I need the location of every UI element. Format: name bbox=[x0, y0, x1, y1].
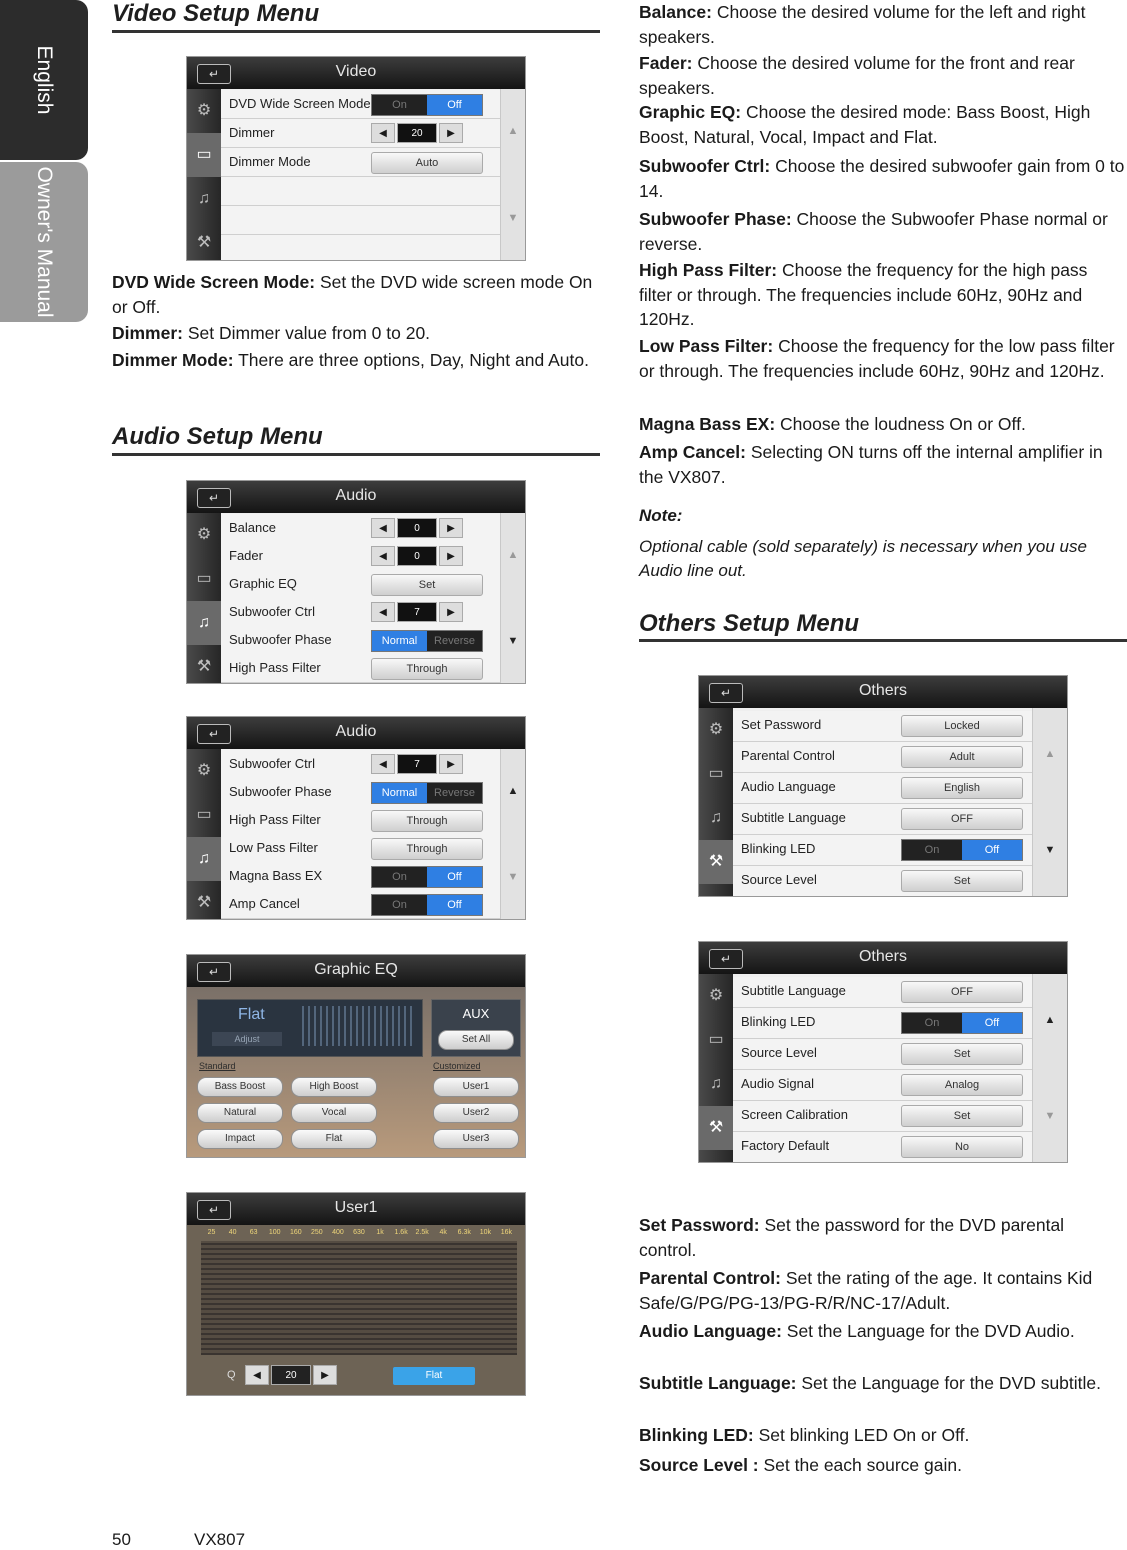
setting-label: Source Level bbox=[741, 872, 817, 887]
eq-sliders bbox=[201, 1241, 517, 1355]
right-arrow-icon: ▶ bbox=[439, 518, 463, 538]
scroll-up-icon: ▲ bbox=[507, 125, 519, 137]
gear-icon: ⚙ bbox=[196, 526, 212, 543]
band-label: 630 bbox=[353, 1229, 365, 1236]
scroll-down-icon: ▼ bbox=[507, 212, 519, 224]
setting-value: Through bbox=[371, 810, 483, 832]
audio-desc-subwoofer-phase bbox=[639, 207, 1125, 256]
toggle-option: Off bbox=[962, 840, 1022, 860]
setting-row bbox=[221, 514, 503, 543]
manual-tab-label: Owner's Manual bbox=[33, 166, 56, 318]
gear-icon: ⚙ bbox=[196, 762, 212, 779]
scrollbar bbox=[1032, 974, 1067, 1162]
others-screenshot-1 bbox=[698, 675, 1068, 897]
display-icon: ▭ bbox=[708, 1031, 724, 1048]
setting-label: Audio Language bbox=[741, 779, 836, 794]
others-heading-rule bbox=[639, 639, 1127, 642]
display-icon: ▭ bbox=[196, 570, 212, 587]
right-arrow-icon: ▶ bbox=[439, 754, 463, 774]
q-stepper bbox=[245, 1365, 337, 1385]
screen-title: User1 bbox=[334, 1199, 378, 1216]
display-icon: ▭ bbox=[708, 765, 724, 782]
setting-row bbox=[733, 866, 1033, 897]
setting-row bbox=[733, 804, 1033, 835]
setting-label: Subtitle Language bbox=[741, 810, 846, 825]
preset-button: Bass Boost bbox=[197, 1077, 283, 1097]
band-label: 6.3k bbox=[457, 1229, 471, 1236]
setting-value: Locked bbox=[901, 715, 1023, 737]
preset-button: Natural bbox=[197, 1103, 283, 1123]
toggle-option: Normal bbox=[372, 783, 427, 803]
empty-row bbox=[221, 235, 503, 261]
setting-label: Screen Calibration bbox=[741, 1107, 848, 1122]
stepper bbox=[371, 123, 463, 143]
setting-label: Low Pass Filter bbox=[229, 840, 318, 855]
band-label: 400 bbox=[332, 1229, 344, 1236]
setting-row bbox=[221, 119, 503, 148]
back-icon: ↵ bbox=[197, 488, 231, 508]
preset-button: Flat bbox=[291, 1129, 377, 1149]
right-arrow-icon: ▶ bbox=[439, 602, 463, 622]
toggle bbox=[901, 839, 1023, 861]
eq-spectrum bbox=[302, 1006, 414, 1046]
setting-row bbox=[221, 626, 503, 655]
note-text: Optional cable (sold separately) is necessary when you use Audio line out. bbox=[639, 537, 1087, 580]
back-icon: ↵ bbox=[197, 962, 231, 982]
setting-row bbox=[221, 862, 503, 891]
term: Low Pass Filter: bbox=[639, 336, 774, 356]
eq-adjust: Adjust bbox=[212, 1032, 282, 1046]
screen-title-bar bbox=[187, 1193, 525, 1225]
toggle-option: Off bbox=[427, 895, 482, 915]
term: Graphic EQ: bbox=[639, 102, 742, 122]
stepper-value: 7 bbox=[397, 602, 437, 622]
definition: Set the password for the DVD parental control. bbox=[639, 1215, 1065, 1260]
setting-row bbox=[733, 773, 1033, 804]
audio-desc-graphic-eq bbox=[639, 100, 1125, 149]
definition: Selecting ON turns off the internal amplifier in the VX807. bbox=[639, 442, 1103, 487]
scroll-up-icon: ▲ bbox=[1044, 748, 1056, 760]
set-all-button: Set All bbox=[438, 1030, 514, 1050]
setting-label: Magna Bass EX bbox=[229, 868, 323, 883]
scrollbar bbox=[500, 749, 525, 919]
others-desc-parental bbox=[639, 1266, 1125, 1315]
band-label: 4k bbox=[439, 1229, 447, 1236]
setting-row bbox=[733, 742, 1033, 773]
definition: Set the each source gain. bbox=[758, 1455, 962, 1475]
audio-screenshot-1 bbox=[186, 480, 526, 684]
screen-title: Audio bbox=[335, 487, 377, 504]
term: High Pass Filter: bbox=[639, 260, 778, 280]
setting-row bbox=[221, 750, 503, 779]
setting-value: Set bbox=[901, 870, 1023, 892]
setting-row bbox=[733, 711, 1033, 742]
wrench-icon: ⚒ bbox=[699, 840, 733, 884]
toggle bbox=[371, 94, 483, 116]
back-icon: ↵ bbox=[197, 724, 231, 744]
stepper-value: 7 bbox=[397, 754, 437, 774]
scroll-up-icon: ▲ bbox=[507, 785, 519, 797]
audio-desc-low-pass bbox=[639, 334, 1125, 383]
audio-desc-subwoofer-ctrl bbox=[639, 154, 1125, 203]
video-desc-dimmer-mode bbox=[112, 348, 600, 373]
term: Blinking LED: bbox=[639, 1425, 754, 1445]
toggle-option: Off bbox=[427, 95, 482, 115]
toggle-option: On bbox=[372, 867, 427, 887]
setting-row bbox=[733, 1039, 1033, 1070]
setting-row bbox=[733, 1101, 1033, 1132]
definition: Set blinking LED On or Off. bbox=[753, 1425, 970, 1445]
setting-label: DVD Wide Screen Mode bbox=[229, 96, 371, 111]
user-eq-screenshot bbox=[186, 1192, 526, 1396]
definition: Choose the frequency for the high pass filter or through. The frequencies include 60Hz, 90Hz and 120Hz. bbox=[639, 260, 1088, 329]
scroll-up-icon: ▲ bbox=[1044, 1014, 1056, 1026]
setting-label: Subwoofer Ctrl bbox=[229, 604, 315, 619]
term: Fader: bbox=[639, 53, 693, 73]
term: Subwoofer Phase: bbox=[639, 209, 792, 229]
screen-title: Video bbox=[335, 63, 377, 80]
audio-screenshot-2 bbox=[186, 716, 526, 920]
screen-title-bar bbox=[187, 481, 525, 513]
graphic-eq-screenshot bbox=[186, 954, 526, 1158]
screen-sidebar bbox=[699, 974, 733, 1162]
audio-desc-balance bbox=[639, 0, 1125, 49]
back-icon: ↵ bbox=[709, 949, 743, 969]
setting-value: Set bbox=[901, 1105, 1023, 1127]
video-heading: Video Setup Menu bbox=[112, 0, 320, 27]
back-icon: ↵ bbox=[197, 64, 231, 84]
note-title: Note: bbox=[639, 506, 683, 525]
scrollbar bbox=[1032, 708, 1067, 896]
band-label: 25 bbox=[207, 1229, 216, 1236]
toggle bbox=[371, 630, 483, 652]
user-preset-button: User2 bbox=[433, 1103, 519, 1123]
others-desc-blinking-led bbox=[639, 1423, 1125, 1448]
manual-tab bbox=[0, 162, 88, 322]
term: DVD Wide Screen Mode: bbox=[112, 272, 316, 292]
eq-source: AUX bbox=[462, 1006, 490, 1021]
setting-label: High Pass Filter bbox=[229, 660, 321, 675]
term: Subtitle Language: bbox=[639, 1373, 797, 1393]
gear-icon: ⚙ bbox=[708, 987, 724, 1004]
toggle bbox=[371, 866, 483, 888]
flat-button: Flat bbox=[393, 1367, 475, 1385]
others-heading: Others Setup Menu bbox=[639, 610, 860, 637]
setting-label: Subwoofer Ctrl bbox=[229, 756, 315, 771]
screen-sidebar bbox=[699, 708, 733, 896]
speaker-icon: ♫ bbox=[710, 1075, 722, 1092]
stepper bbox=[371, 602, 463, 622]
setting-label: Set Password bbox=[741, 717, 822, 732]
scrollbar bbox=[500, 89, 525, 260]
toggle bbox=[371, 894, 483, 916]
left-arrow-icon: ◀ bbox=[371, 754, 395, 774]
term: Magna Bass EX: bbox=[639, 414, 776, 434]
setting-value: Set bbox=[371, 574, 483, 596]
left-arrow-icon: ◀ bbox=[245, 1365, 269, 1385]
stepper bbox=[371, 546, 463, 566]
eq-display bbox=[197, 999, 423, 1057]
audio-desc-magna-bass bbox=[639, 412, 1125, 437]
term: Parental Control: bbox=[639, 1268, 781, 1288]
band-label: 10k bbox=[479, 1229, 491, 1236]
scroll-up-icon: ▲ bbox=[507, 549, 519, 561]
setting-row bbox=[733, 977, 1033, 1008]
video-screenshot bbox=[186, 56, 526, 261]
screen-title-bar bbox=[187, 57, 525, 89]
setting-row bbox=[221, 570, 503, 599]
term: Set Password: bbox=[639, 1215, 760, 1235]
setting-row bbox=[221, 778, 503, 807]
band-label: 250 bbox=[311, 1229, 323, 1236]
left-arrow-icon: ◀ bbox=[371, 518, 395, 538]
left-arrow-icon: ◀ bbox=[371, 123, 395, 143]
toggle-option: On bbox=[902, 1013, 962, 1033]
term: Dimmer: bbox=[112, 323, 183, 343]
setting-row bbox=[221, 148, 503, 177]
setting-row bbox=[733, 1070, 1033, 1101]
setting-value: Through bbox=[371, 838, 483, 860]
wrench-icon: ⚒ bbox=[699, 1106, 733, 1150]
setting-row bbox=[221, 542, 503, 571]
wrench-icon: ⚒ bbox=[196, 894, 212, 911]
definition: Choose the frequency for the low pass filter or through. The frequencies include 60Hz, 90Hz and 120Hz. bbox=[639, 336, 1115, 381]
language-tab bbox=[0, 0, 88, 160]
setting-value: OFF bbox=[901, 981, 1023, 1003]
display-icon: ▭ bbox=[187, 133, 221, 177]
model-name: VX807 bbox=[194, 1530, 246, 1549]
screen-title: Graphic EQ bbox=[314, 961, 398, 978]
setting-value: Adult bbox=[901, 746, 1023, 768]
others-desc-source-level bbox=[639, 1453, 1125, 1478]
band-label: 100 bbox=[268, 1229, 281, 1236]
setting-row bbox=[733, 1008, 1033, 1039]
user-preset-button: User3 bbox=[433, 1129, 519, 1149]
setting-row bbox=[221, 890, 503, 919]
others-desc-subtitle bbox=[639, 1371, 1125, 1396]
scroll-down-icon: ▼ bbox=[507, 635, 519, 647]
stepper bbox=[371, 754, 463, 774]
definition: Choose the desired volume for the left and right speakers. bbox=[639, 2, 1086, 47]
setting-row bbox=[221, 654, 503, 683]
scroll-down-icon: ▼ bbox=[507, 871, 519, 883]
speaker-icon: ♫ bbox=[187, 837, 221, 881]
setting-value: Through bbox=[371, 658, 483, 680]
screen-sidebar bbox=[187, 749, 221, 919]
setting-label: Source Level bbox=[741, 1045, 817, 1060]
band-label: 40 bbox=[228, 1229, 237, 1236]
back-icon: ↵ bbox=[197, 1200, 231, 1220]
right-arrow-icon: ▶ bbox=[439, 546, 463, 566]
eq-mode: Flat bbox=[238, 1006, 265, 1023]
setting-row bbox=[221, 806, 503, 835]
display-icon: ▭ bbox=[196, 806, 212, 823]
toggle-option: Normal bbox=[372, 631, 427, 651]
setting-value: English bbox=[901, 777, 1023, 799]
screen-title-bar bbox=[187, 717, 525, 749]
scrollbar bbox=[500, 513, 525, 683]
language-tab-label: English bbox=[33, 45, 56, 115]
band-label: 1.6k bbox=[394, 1229, 408, 1236]
gear-icon: ⚙ bbox=[708, 721, 724, 738]
setting-label: Parental Control bbox=[741, 748, 835, 763]
setting-label: Audio Signal bbox=[741, 1076, 814, 1091]
definition: Choose the desired volume for the front and rear speakers. bbox=[639, 53, 1075, 98]
preset-button: Impact bbox=[197, 1129, 283, 1149]
toggle-option: Reverse bbox=[427, 783, 482, 803]
setting-value: Auto bbox=[371, 152, 483, 174]
toggle bbox=[371, 782, 483, 804]
audio-desc-amp-cancel bbox=[639, 440, 1125, 489]
setting-label: Graphic EQ bbox=[229, 576, 297, 591]
toggle bbox=[901, 1012, 1023, 1034]
definition: Choose the desired mode: Bass Boost, High Boost, Natural, Vocal, Impact and Flat. bbox=[639, 102, 1091, 147]
audio-desc-high-pass bbox=[639, 258, 1125, 332]
screen-sidebar bbox=[187, 513, 221, 683]
left-arrow-icon: ◀ bbox=[371, 546, 395, 566]
screen-title: Others bbox=[858, 948, 907, 965]
setting-value: Set bbox=[901, 1043, 1023, 1065]
empty-row bbox=[221, 206, 503, 235]
setting-value: OFF bbox=[901, 808, 1023, 830]
empty-row bbox=[221, 177, 503, 206]
video-desc-dimmer bbox=[112, 321, 600, 346]
band-label: 63 bbox=[249, 1229, 258, 1236]
setting-row bbox=[221, 834, 503, 863]
screen-title: Others bbox=[858, 682, 907, 699]
screen-title: Audio bbox=[335, 723, 377, 740]
toggle-option: On bbox=[372, 895, 427, 915]
others-desc-set-password bbox=[639, 1213, 1125, 1262]
page-number: 50 bbox=[112, 1530, 131, 1549]
setting-label: High Pass Filter bbox=[229, 812, 321, 827]
stepper-value: 0 bbox=[397, 546, 437, 566]
preset-button: High Boost bbox=[291, 1077, 377, 1097]
wrench-icon: ⚒ bbox=[196, 658, 212, 675]
scroll-down-icon: ▼ bbox=[1044, 844, 1056, 856]
toggle-option: On bbox=[372, 95, 427, 115]
term: Source Level : bbox=[639, 1455, 759, 1475]
screen-title-bar bbox=[699, 942, 1067, 974]
others-desc-audio-language bbox=[639, 1319, 1125, 1344]
preset-button: Vocal bbox=[291, 1103, 377, 1123]
band-label: 160 bbox=[289, 1229, 302, 1236]
definition: Set the Language for the DVD Audio. bbox=[781, 1321, 1075, 1341]
others-screenshot-2 bbox=[698, 941, 1068, 1163]
definition: Set Dimmer value from 0 to 20. bbox=[183, 323, 431, 343]
setting-label: Subtitle Language bbox=[741, 983, 846, 998]
band-label: 16k bbox=[500, 1229, 513, 1236]
band-labels bbox=[201, 1227, 517, 1239]
setting-label: Fader bbox=[229, 548, 263, 563]
left-arrow-icon: ◀ bbox=[371, 602, 395, 622]
setting-row bbox=[733, 835, 1033, 866]
definition: Choose the desired subwoofer gain from 0 to 14. bbox=[639, 156, 1125, 201]
stepper bbox=[371, 518, 463, 538]
setting-label: Subwoofer Phase bbox=[229, 632, 332, 647]
definition: Set the DVD wide screen mode On or Off. bbox=[112, 272, 593, 317]
definition: Set the Language for the DVD subtitle. bbox=[796, 1373, 1101, 1393]
toggle-option: On bbox=[902, 840, 962, 860]
video-heading-rule bbox=[112, 30, 600, 33]
setting-label: Balance bbox=[229, 520, 276, 535]
band-label: 2.5k bbox=[415, 1229, 429, 1236]
term: Audio Language: bbox=[639, 1321, 782, 1341]
setting-label: Blinking LED bbox=[741, 841, 816, 856]
q-label: Q bbox=[227, 1369, 236, 1381]
audio-heading-rule bbox=[112, 453, 600, 456]
setting-row bbox=[221, 90, 503, 119]
setting-label: Subwoofer Phase bbox=[229, 784, 332, 799]
back-icon: ↵ bbox=[709, 683, 743, 703]
setting-value: No bbox=[901, 1136, 1023, 1158]
toggle-option: Off bbox=[427, 867, 482, 887]
speaker-icon: ♫ bbox=[187, 601, 221, 645]
video-desc-wide bbox=[112, 270, 600, 319]
toggle-option: Off bbox=[962, 1013, 1022, 1033]
right-arrow-icon: ▶ bbox=[313, 1365, 337, 1385]
gear-icon: ⚙ bbox=[196, 102, 212, 119]
setting-label: Dimmer Mode bbox=[229, 154, 311, 169]
setting-row bbox=[221, 598, 503, 627]
term: Subwoofer Ctrl: bbox=[639, 156, 771, 176]
speaker-icon: ♫ bbox=[710, 809, 722, 826]
customized-label: Customized bbox=[433, 1061, 481, 1071]
user-preset-button: User1 bbox=[433, 1077, 519, 1097]
term: Amp Cancel: bbox=[639, 442, 746, 462]
stepper-value: 0 bbox=[397, 518, 437, 538]
screen-sidebar bbox=[187, 89, 221, 260]
setting-label: Blinking LED bbox=[741, 1014, 816, 1029]
definition: Choose the Subwoofer Phase normal or reverse. bbox=[639, 209, 1108, 254]
setting-value: Analog bbox=[901, 1074, 1023, 1096]
standard-label: Standard bbox=[199, 1061, 236, 1071]
definition: Set the rating of the age. It contains Kid Safe/G/PG/PG-13/PG-R/R/NC-17/Adult. bbox=[639, 1268, 1093, 1313]
setting-row bbox=[733, 1132, 1033, 1163]
setting-label: Amp Cancel bbox=[229, 896, 300, 911]
setting-label: Factory Default bbox=[741, 1138, 830, 1153]
screen-title-bar bbox=[699, 676, 1067, 708]
definition: Choose the loudness On or Off. bbox=[775, 414, 1026, 434]
speaker-icon: ♫ bbox=[198, 190, 210, 207]
scroll-down-icon: ▼ bbox=[1044, 1110, 1056, 1122]
right-arrow-icon: ▶ bbox=[439, 123, 463, 143]
stepper-value: 20 bbox=[397, 123, 437, 143]
source-panel bbox=[431, 999, 521, 1057]
audio-desc-fader bbox=[639, 51, 1125, 100]
screen-title-bar bbox=[187, 955, 525, 987]
definition: There are three options, Day, Night and Auto. bbox=[233, 350, 589, 370]
wrench-icon: ⚒ bbox=[196, 234, 212, 251]
q-value: 20 bbox=[271, 1365, 311, 1385]
band-label: 1k bbox=[376, 1229, 384, 1236]
audio-heading: Audio Setup Menu bbox=[112, 423, 323, 450]
term: Balance: bbox=[639, 2, 712, 22]
toggle-option: Reverse bbox=[427, 631, 482, 651]
setting-label: Dimmer bbox=[229, 125, 275, 140]
term: Dimmer Mode: bbox=[112, 350, 234, 370]
